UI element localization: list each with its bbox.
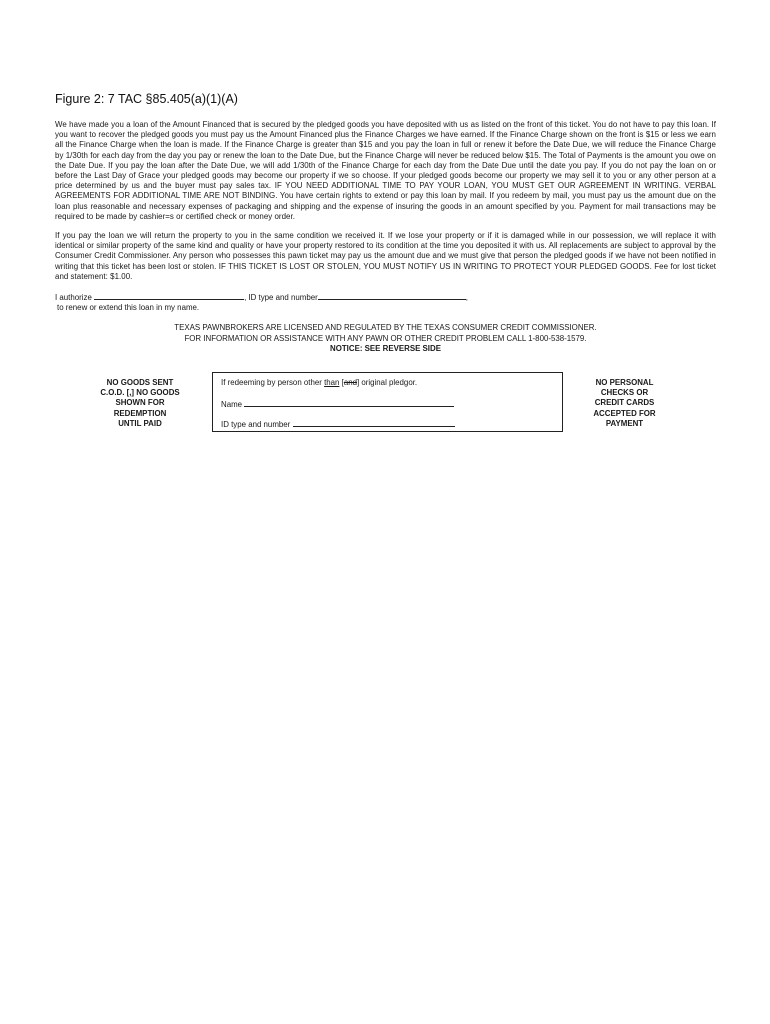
authorization-section <box>55 291 716 313</box>
redeemer-bracket: [ <box>339 378 344 388</box>
figure-title: Figure 2: 7 TAC §85.405(a)(1)(A) <box>55 92 238 106</box>
no-checks-line: CHECKS OR <box>600 388 649 398</box>
no-cod-line: C.O.D. [,] NO GOODS <box>100 388 180 398</box>
authorize-suffix: , <box>465 293 468 303</box>
no-checks-notice <box>577 378 672 429</box>
redeemer-and-struck: and <box>343 378 357 388</box>
redeemer-than: than <box>324 378 340 388</box>
regulatory-notice <box>55 323 716 354</box>
authorize-name-blank <box>94 291 244 300</box>
no-checks-line: ACCEPTED FOR <box>593 408 656 418</box>
authorize-line2: to renew or extend this loan in my name. <box>57 303 200 313</box>
no-cod-line: UNTIL PAID <box>118 418 162 428</box>
redeemer-row <box>221 378 554 398</box>
no-cod-line: NO GOODS SENT <box>106 378 174 388</box>
document-page <box>55 92 716 438</box>
property-return-paragraph: If you pay the loan we will return the property to you in the same condition we received it. If we lose your property or if it is damaged while in our possession, we will replace it with identical or similar property of the same kind and quality or have your property restored to its condition at the time you deposited it with us. All replacements are subject to approval by the Consumer Credit Commissioner. Any person who possesses this pawn ticket may pay us the amount due and we must give that person the pledged goods if we have not been notified in writing that this ticket has been lost or stolen. IF THIS TICKET IS LOST OR STOLEN, YOU MUST NOTIFY US IN WRITING TO PROTECT YOUR PLEDGED GOODS. Fee for lost ticket and statement: $1.00. <box>55 231 716 281</box>
no-cod-notice <box>85 378 195 429</box>
redemption-box <box>212 372 563 432</box>
redeemer-text: If redeeming by person other <box>221 378 325 388</box>
id-label: ID type and number <box>221 420 291 430</box>
notice-line1: TEXAS PAWNBROKERS ARE LICENSED AND REGULATED BY THE TEXAS CONSUMER CREDIT COMMISSIONER. <box>174 323 597 333</box>
redeemer-text-end: ] original pledgor. <box>357 378 418 388</box>
authorize-middle: , ID type and number <box>244 293 318 303</box>
no-cod-line: SHOWN FOR <box>115 398 165 408</box>
no-checks-line: NO PERSONAL <box>595 378 654 388</box>
name-label: Name <box>221 400 243 410</box>
id-blank <box>293 418 455 427</box>
authorize-id-blank <box>318 291 468 303</box>
bottom-row <box>55 368 716 438</box>
loan-terms-paragraph: We have made you a loan of the Amount Financed that is secured by the pledged goods you have deposited with us as listed on the front of this ticket. You do not have to pay this loan. If you want to recover the pledged goods you must pay us the Amount Financed plus the Finance Charges we have earned. If the Finance Charge shown on the front is $15 or less we earn all the Finance Charge when the loan is made. If the Finance Charge is greater than $15 and you pay the loan in full or renew it before the Date Due, we will reduce the Finance Charge by 1/30th for each day from the day you pay or renew the loan to the Date Due, but the Finance Charge will never be reduced below $15. The Total of Payments is the amount you owe on the Date Due. If you pay the loan after the Date Due, we will add 1/30th of the Finance Charge for each day from the Date Due until the date you pay. If you do not pay the loan on or before the Last Day of Grace your pledged goods may become our property if we so choose. If your pledged goods become our property we may sell it to you or any other person at a price determined by us and the buyer must pay sales tax. IF YOU NEED ADDITIONAL TIME TO PAY YOUR LOAN, YOU MUST GET OUR AGREEMENT IN WRITING. VERBAL AGREEMENTS FOR ADDITIONAL TIME ARE NOT BINDING. You have certain rights to extend or pay this loan by mail. If you redeem by mail, you must pay us the amount due on the loan plus reasonable and necessary expenses of packaging and shipping and the expense of insuring the goods in an amount specified by you. Payment for mail transactions may be required to be made by cashier=s or certified check or money order. <box>55 120 716 221</box>
id-row <box>221 418 554 438</box>
notice-line2: FOR INFORMATION OR ASSISTANCE WITH ANY PAWN OR OTHER CREDIT PROBLEM CALL 1-800-538-1579. <box>184 333 587 343</box>
no-checks-line: CREDIT CARDS <box>594 398 655 408</box>
notice-line3: NOTICE: SEE REVERSE SIDE <box>330 343 441 353</box>
name-row <box>221 398 554 418</box>
no-cod-line: REDEMPTION <box>113 408 167 418</box>
name-blank <box>244 398 454 407</box>
no-checks-line: PAYMENT <box>605 418 644 428</box>
authorize-prefix: I authorize <box>55 293 92 303</box>
